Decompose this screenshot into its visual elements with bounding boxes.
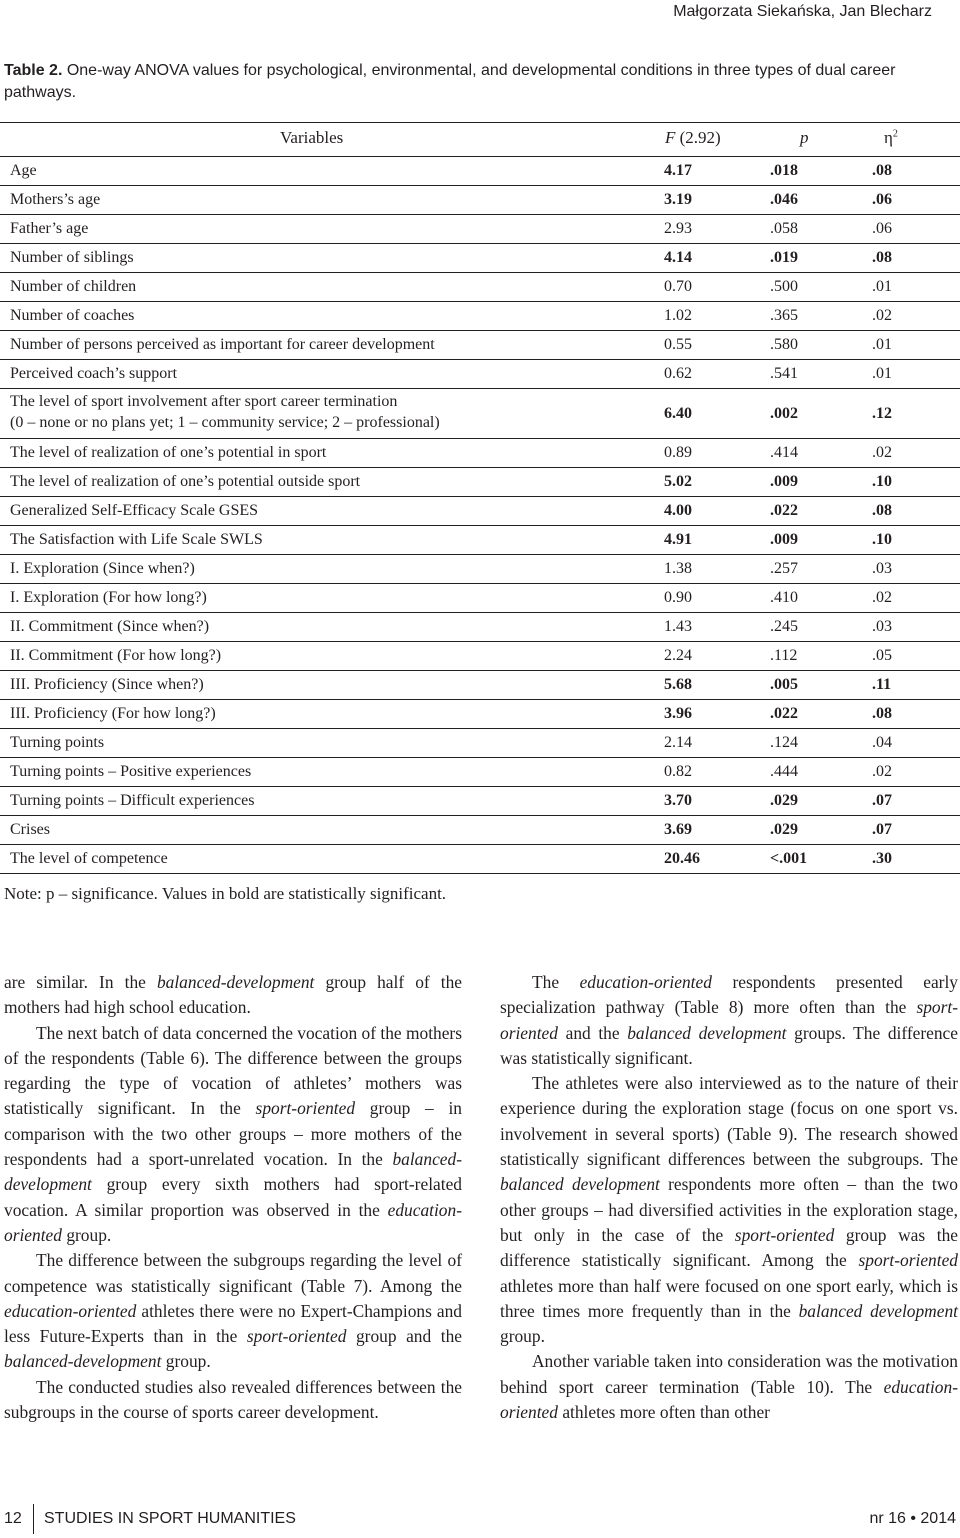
row-eta-value: .03 (872, 560, 892, 577)
emphasis: sport-oriented (734, 1224, 835, 1245)
row-f-value: 5.68 (664, 676, 692, 693)
row-p-value: .444 (770, 763, 798, 780)
row-f-value: 2.14 (664, 734, 692, 751)
row-f-value: 4.00 (664, 502, 692, 519)
emphasis: balanced-development (156, 972, 315, 992)
row-eta-value: .11 (872, 676, 892, 693)
row-variable: Father’s age (10, 220, 89, 237)
row-variable: Number of coaches (10, 307, 135, 324)
paragraph (4, 1021, 462, 1249)
row-p-value: .002 (770, 404, 798, 422)
row-eta-value: .08 (872, 249, 892, 266)
text-run: The conducted studies also revealed differences between the subgroups in the course of sports career development. (4, 1376, 462, 1423)
left-text-column (4, 970, 462, 1425)
table-note: Note: p – significance. Values in bold are statistically significant. (4, 884, 447, 903)
emphasis: education-oriented (4, 1199, 462, 1245)
text-run: and the (557, 1022, 628, 1043)
row-variable: II. Commitment (Since when?) (10, 618, 210, 635)
emphasis: balanced development (500, 1174, 660, 1195)
paragraph (500, 1071, 958, 1349)
row-variable: III. Proficiency (Since when?) (10, 676, 204, 693)
emphasis: education-oriented (579, 972, 712, 992)
table-row (0, 613, 960, 642)
table-row (0, 671, 960, 700)
row-variable: Number of siblings (10, 249, 134, 266)
table-row (0, 331, 960, 360)
row-p-value: .500 (770, 278, 798, 295)
row-p-value: .124 (770, 734, 798, 751)
row-f-value: 0.62 (664, 365, 692, 382)
right-text-column (500, 970, 958, 1425)
row-p-value: .046 (770, 191, 798, 208)
row-eta-value: .07 (872, 792, 892, 809)
table-caption-label: Table 2. (4, 62, 63, 79)
row-p-value: .580 (770, 336, 798, 353)
row-variable: Mothers’s age (10, 191, 101, 208)
row-f-value: 5.02 (664, 473, 692, 490)
row-p-value: .029 (770, 821, 798, 838)
row-f-value: 1.43 (664, 618, 692, 635)
paragraph (4, 1375, 462, 1426)
row-f-value: 0.82 (664, 763, 692, 780)
row-variable: Number of children (10, 278, 137, 295)
row-eta-value: .01 (872, 336, 892, 353)
row-eta-value: .01 (872, 365, 892, 382)
row-f-value: 4.17 (664, 162, 692, 179)
table-row (0, 273, 960, 302)
text-run: group every sixth mothers had sport-related vocation. A similar proportion was observed in the (4, 1174, 462, 1220)
table-row (0, 584, 960, 613)
table-row (0, 186, 960, 215)
text-run: respondents more often – than the two other groups – had diversified activities in the exploration stage, but only in the case of the (500, 1174, 958, 1245)
row-f-value: 0.70 (664, 278, 692, 295)
text-run: Another variable taken into consideration was the motivation behind sport career termination (Table 10). The (500, 1351, 958, 1397)
text-run: group half of the mothers had high school education. (4, 972, 463, 1018)
row-p-value: .009 (770, 531, 798, 548)
row-variable: The Satisfaction with Life Scale SWLS (10, 531, 263, 548)
row-p-value: .058 (770, 220, 798, 237)
row-f-value: 4.14 (664, 249, 692, 266)
table-caption-text: One-way ANOVA values for psychological, environmental, and developmental conditions in three types of dual career pathways. (4, 62, 896, 101)
row-variable: Turning points (10, 734, 105, 751)
row-variable: Turning points – Difficult experiences (10, 792, 255, 809)
row-variable: Generalized Self-Efficacy Scale GSES (10, 502, 259, 519)
row-f-value: 3.19 (664, 191, 692, 208)
row-eta-value: .12 (872, 404, 892, 422)
table-row (0, 244, 960, 273)
row-p-value: .022 (770, 502, 798, 519)
row-p-value: .005 (770, 676, 798, 693)
row-variable: The level of realization of one’s potential outside sport (10, 473, 361, 490)
header-eta: $\eta^2$ (884, 128, 898, 147)
text-run: group. (61, 1224, 112, 1245)
row-variable: The level of realization of one’s potential in sport (10, 444, 327, 461)
page-number: 12 (4, 1510, 22, 1527)
row-p-value: .009 (770, 473, 798, 490)
table-row (0, 215, 960, 244)
row-eta-value: .02 (872, 589, 892, 606)
journal-name: STUDIES IN SPORT HUMANITIES (44, 1510, 296, 1527)
row-variable: I. Exploration (Since when?) (10, 560, 195, 577)
header-variables: Variables (280, 128, 344, 147)
text-run: The (532, 972, 580, 992)
row-f-value: 3.96 (664, 705, 692, 722)
row-eta-value: .08 (872, 502, 892, 519)
row-p-value: <.001 (770, 850, 808, 867)
row-p-value: .022 (770, 705, 798, 722)
row-p-value: .029 (770, 792, 798, 809)
row-f-value: 3.69 (664, 821, 692, 838)
row-p-value: .018 (770, 162, 798, 179)
table-row (0, 468, 960, 497)
table-row (0, 787, 960, 816)
row-variable: Crises (10, 821, 50, 838)
text-run: group – in comparison with the two other groups – more mothers of the respondents had a sport-unrelated vocation. In the (4, 1098, 462, 1170)
emphasis: sport-oriented (858, 1250, 958, 1271)
row-f-value: 2.24 (664, 647, 692, 664)
row-variable: I. Exploration (For how long?) (10, 589, 207, 606)
row-f-value: 2.93 (664, 220, 692, 237)
row-rule (0, 873, 960, 874)
row-p-value: .410 (770, 589, 798, 606)
table-row (0, 497, 960, 526)
row-variable: II. Commitment (For how long?) (10, 647, 222, 664)
row-eta-value: .02 (872, 763, 892, 780)
row-p-value: .019 (770, 249, 798, 266)
paragraph (4, 970, 462, 1021)
row-f-value: 1.02 (664, 307, 692, 324)
row-p-value: .541 (770, 365, 798, 382)
table-header-row (0, 122, 960, 157)
row-eta-value: .10 (872, 473, 892, 490)
table-row (0, 389, 960, 439)
row-eta-value: .30 (872, 850, 892, 867)
emphasis: sport-oriented (246, 1326, 347, 1347)
text-run: respondents presented early specialization pathway (Table 8) more often than the (500, 972, 958, 1018)
row-p-value: .245 (770, 618, 798, 635)
row-variable-detail: (0 – none or no plans yet; 1 – community service; 2 – professional) (10, 414, 440, 431)
emphasis: sport-oriented (500, 997, 958, 1043)
row-eta-value: .02 (872, 444, 892, 461)
row-variable: Turning points – Positive experiences (10, 763, 252, 780)
row-variable: The level of competence (10, 850, 168, 867)
row-f-value: 0.89 (664, 444, 692, 461)
footer-divider (33, 1504, 34, 1534)
table-row (0, 439, 960, 468)
table-row (0, 555, 960, 584)
table-row (0, 302, 960, 331)
text-run: athletes there were no Expert-Champions and less Future-Experts than in the (4, 1300, 462, 1347)
row-eta-value: .06 (872, 191, 892, 208)
text-run: The difference between the subgroups regarding the level of competence was statistically significant (Table 7). Among the (4, 1250, 462, 1296)
text-run: group and the (346, 1326, 462, 1347)
row-p-value: .112 (770, 647, 798, 664)
row-eta-value: .03 (872, 618, 892, 635)
table-row (0, 360, 960, 389)
row-p-value: .414 (770, 444, 798, 461)
text-run: The athletes were also interviewed as to the nature of their experience during the exploration stage (focus on one sport vs. involvement in several sports) (Table 9). The research showed statistically significant differences between the subgroups. The (500, 1073, 958, 1170)
text-run: group was the difference statistically significant. Among the (500, 1224, 958, 1271)
page-footer (0, 1508, 960, 1534)
table-row (0, 729, 960, 758)
paragraph (500, 970, 958, 1071)
row-f-value: 6.40 (664, 404, 692, 422)
row-eta-value: .08 (872, 162, 892, 179)
text-run: groups. The difference was statistically significant. (500, 1022, 958, 1068)
table-row (0, 157, 960, 186)
row-f-value: 4.91 (664, 531, 692, 548)
row-variable: III. Proficiency (For how long?) (10, 705, 216, 722)
row-f-value: 20.46 (664, 850, 700, 867)
table-row (0, 642, 960, 671)
row-variable: Age (10, 162, 37, 179)
row-eta-value: .10 (872, 531, 892, 548)
row-eta-value: .06 (872, 220, 892, 237)
row-eta-value: .02 (872, 307, 892, 324)
text-run: group. (500, 1326, 545, 1347)
row-eta-value: .07 (872, 821, 892, 838)
paragraph (4, 1248, 462, 1374)
row-f-value: 3.70 (664, 792, 692, 809)
row-f-value: 0.90 (664, 589, 692, 606)
emphasis: balanced-development (4, 1149, 462, 1195)
emphasis: balanced-development (4, 1351, 162, 1372)
text-run: The next batch of data concerned the vocation of the mothers of the respondents (Table 6). The difference between the groups regarding the type of vocation of athletes’ mothers was statistically significant. In the (4, 1022, 462, 1119)
row-eta-value: .04 (872, 734, 892, 751)
row-variable: The level of sport involvement after sport career termination (10, 393, 398, 410)
row-variable: Perceived coach’s support (10, 365, 178, 382)
emphasis: education-oriented (500, 1376, 958, 1423)
text-run: athletes more than half were focused on one sport early, which is three times more frequently than in the (500, 1275, 958, 1321)
emphasis: education-oriented (4, 1300, 137, 1321)
row-f-value: 0.55 (664, 336, 692, 353)
table-caption (4, 60, 954, 104)
emphasis: sport-oriented (255, 1098, 356, 1119)
table-row (0, 700, 960, 729)
row-f-value: 1.38 (664, 560, 692, 577)
table-row (0, 816, 960, 845)
table-row (0, 526, 960, 555)
row-eta-value: .08 (872, 705, 892, 722)
header-f: F (2.92) (665, 128, 721, 147)
issue-number: nr 16 • 2014 (869, 1510, 956, 1527)
row-eta-value: .01 (872, 278, 892, 295)
emphasis: balanced development (798, 1300, 958, 1321)
table-row (0, 758, 960, 787)
paragraph (500, 1349, 958, 1425)
text-run: athletes more often than other (557, 1402, 770, 1423)
row-p-value: .257 (770, 560, 798, 577)
emphasis: balanced development (627, 1022, 787, 1043)
row-variable: Number of persons perceived as important for career development (10, 336, 435, 353)
header-p: p (800, 128, 809, 147)
row-eta-value: .05 (872, 647, 892, 664)
row-p-value: .365 (770, 307, 798, 324)
table-row (0, 845, 960, 874)
running-header: Małgorzata Siekańska, Jan Blecharz (673, 3, 932, 20)
text-run: are similar. In the (4, 972, 157, 992)
text-run: group. (161, 1351, 211, 1372)
